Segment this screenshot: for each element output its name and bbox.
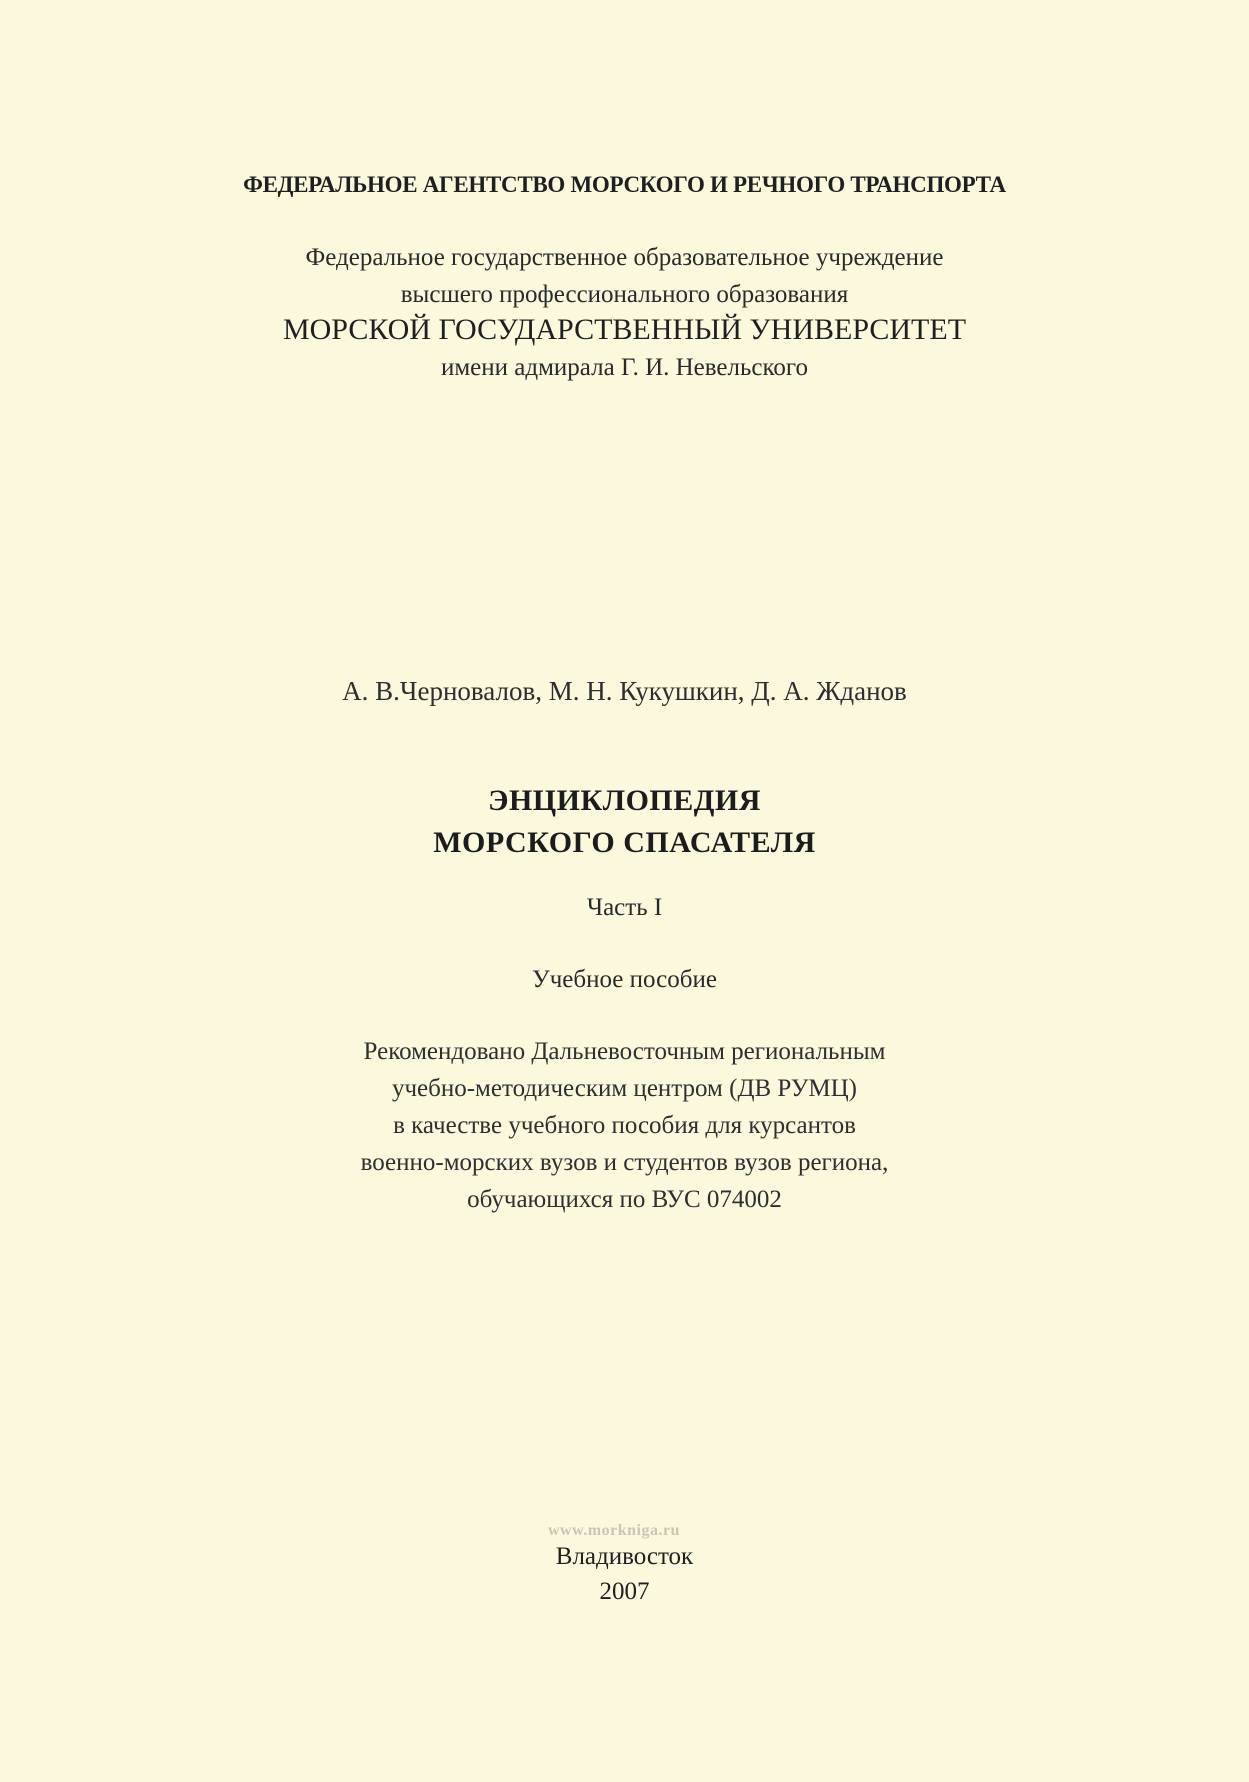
recommendation-line-5: обучающихся по ВУС 074002 <box>467 1186 782 1213</box>
publication-kind: Учебное пособие <box>532 966 717 993</box>
part-number: Часть I <box>586 894 663 921</box>
recommendation-line-1: Рекомендовано Дальневосточным региональным <box>363 1038 886 1065</box>
agency-name: ФЕДЕРАЛЬНОЕ АГЕНТСТВО МОРСКОГО И РЕЧНОГО ТРАНСПОРТА <box>243 172 1006 197</box>
authors: А. В.Черновалов, М. Н. Кукушкин, Д. А. Жданов <box>342 676 907 706</box>
book-title-line-1: ЭНЦИКЛОПЕДИЯ <box>488 784 761 817</box>
book-title-line-2: МОРСКОГО СПАСАТЕЛЯ <box>433 826 816 859</box>
recommendation-line-4: военно-морских вузов и студентов вузов региона, <box>360 1149 889 1176</box>
institution-line-2: высшего профессионального образования <box>400 281 849 308</box>
publication-city: Владивосток <box>555 1543 694 1570</box>
publication-year: 2007 <box>599 1578 650 1605</box>
watermark: www.morkniga.ru <box>548 1522 680 1539</box>
university-namesake: имени адмирала Г. И. Невельского <box>440 354 809 381</box>
institution-line-1: Федеральное государственное образовательное учреждение <box>305 244 944 271</box>
recommendation-line-2: учебно-методическим центром (ДВ РУМЦ) <box>391 1075 858 1102</box>
recommendation-line-3: в качестве учебного пособия для курсантов <box>393 1112 856 1139</box>
university-name: МОРСКОЙ ГОСУДАРСТВЕННЫЙ УНИВЕРСИТЕТ <box>282 313 967 346</box>
